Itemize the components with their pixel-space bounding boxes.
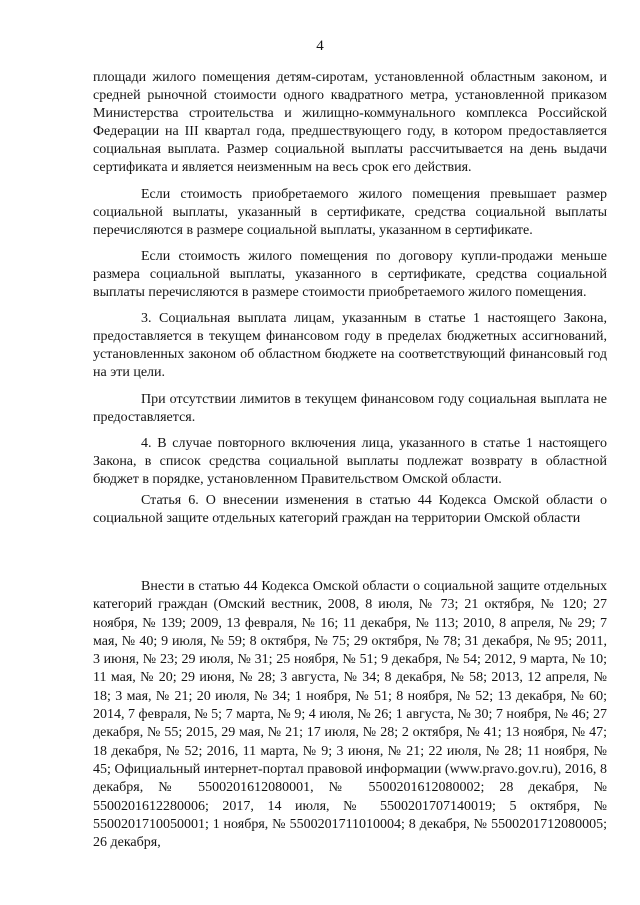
paragraph-price-exceeds: Если стоимость приобретаемого жилого помещения превышает размер социальной выплаты, указанный в сертификате, средства социальной выплаты перечисляются в размере социальной выплаты, указанном в сертификате.	[93, 186, 607, 238]
body-text	[93, 69, 607, 489]
paragraph-clause-4: 4. В случае повторного включения лица, указанного в статье 1 настоящего Закона, в список средства социальной выплаты подлежат возврату в областной бюджет в порядке, установленном Правительством Омской области.	[93, 435, 607, 487]
article-6-body: Внести в статью 44 Кодекса Омской области о социальной защите отдельных категорий граждан (Омский вестник, 2008, 8 июля, № 73; 21 октября, № 120; 27 ноября, № 139; 2009, 13 февраля, № 16; 11 декабря, № 113; 2010, 8 апреля, № 29; 7 мая, № 40; 9 июля, № 59; 8 октября, № 75; 29 октября, № 78; 31 декабря, № 95; 2011, 3 июня, № 23; 29 июля, № 31; 25 ноября, № 51; 9 декабря, № 54; 2012, 9 марта, № 10; 11 мая, № 20; 29 июня, № 28; 3 августа, № 34; 8 декабря, № 58; 2013, 12 апреля, № 18; 3 мая, № 21; 20 июля, № 34; 1 ноября, № 51; 8 ноября, № 52; 13 декабря, № 60; 2014, 7 февраля, № 5; 7 марта, № 9; 4 июля, № 26; 1 августа, № 30; 7 ноября, № 46; 27 декабря, № 55; 2015, 29 мая, № 21; 17 июля, № 28; 2 октября, № 41; 13 ноября, № 47; 18 декабря, № 52; 2016, 11 марта, № 9; 3 июня, № 21; 22 июля, № 28; 11 ноября, № 45; Официальный интернет-портал правовой информации (www.pravo.gov.ru), 2016, 8 декабря, № 5500201612080001, № 5500201612080002; 28 декабря, № 5500201612280006; 2017, 14 июля, № 5500201707140019; 5 октября, № 5500201710050001; 1 ноября, № 5500201711010004; 8 декабря, № 5500201712080005; 26 декабря,	[93, 579, 607, 851]
paragraph-gap	[93, 427, 607, 435]
paragraph-clause-3: 3. Социальная выплата лицам, указанным в статье 1 настоящего Закона, предоставляется в текущем финансовом году в пределах бюджетных ассигнований, установленных законом об областном бюджете на соответствующий финансовый год на эти цели.	[93, 311, 607, 381]
paragraph-gap	[93, 240, 607, 248]
paragraph-continuation: площади жилого помещения детям-сиротам, установленной областным законом, и средней рыночной стоимости одного квадратного метра, установленной приказом Министерства строительства и жилищно-коммунального комплекса Российской Федерации на III квартал года, предшествующего году, в котором предоставляется социальная выплата. Размер социальной выплаты рассчитывается на день выдачи сертификата и является неизменным на весь срок его действия.	[93, 70, 607, 176]
article-6-heading: Статья 6. О внесении изменения в статью 44 Кодекса Омской области о социальной защите отдельных категорий граждан на территории Омской области	[93, 493, 607, 527]
paragraph-gap	[93, 178, 607, 186]
paragraph-gap	[93, 383, 607, 391]
page-number: 4	[316, 38, 324, 54]
paragraph-no-limits: При отсутствии лимитов в текущем финансовом году социальная выплата не предоставляется.	[93, 391, 607, 425]
paragraph-gap	[93, 302, 607, 310]
paragraph-price-less: Если стоимость жилого помещения по договору купли-продажи меньше размера социальной выплаты, указанного в сертификате, средства социальной выплаты перечисляются в размере стоимости приобретаемого жилого помещения.	[93, 248, 607, 301]
